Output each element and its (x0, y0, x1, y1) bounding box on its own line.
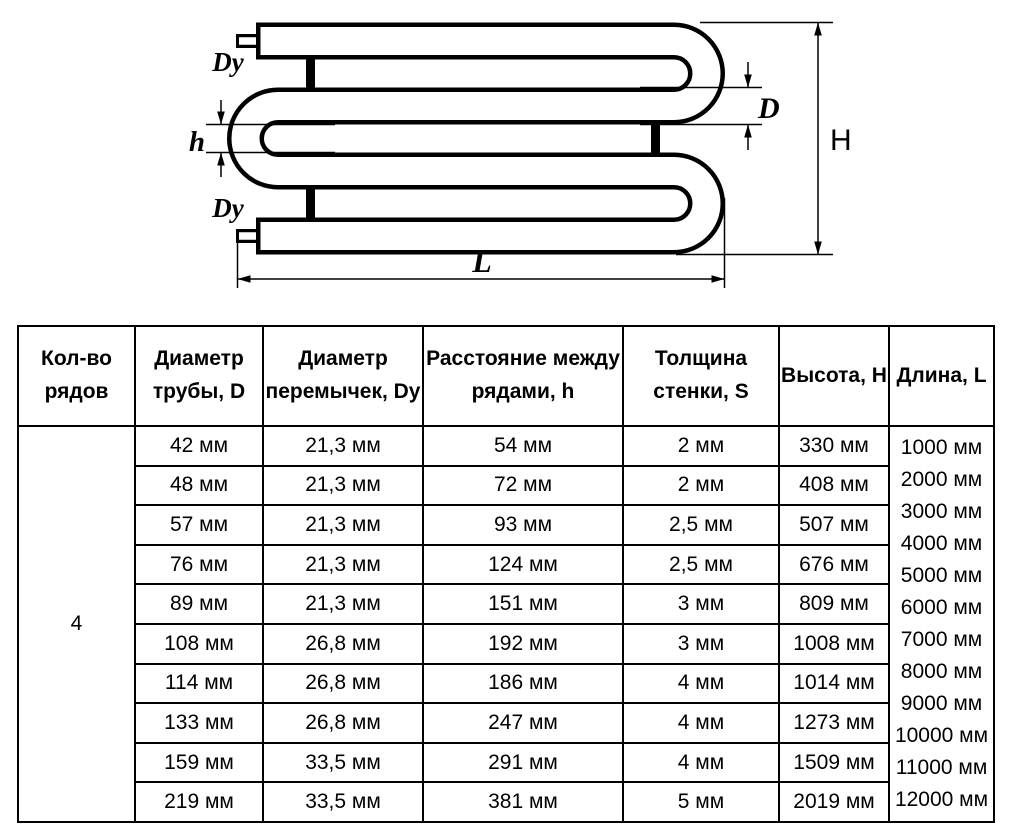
table-row: 48 мм 21,3 мм 72 мм 2 мм 408 мм (18, 466, 994, 506)
table-row: 4 42 мм 21,3 мм 54 мм 2 мм 330 мм 1000 мм 2000 мм 3000 мм 4000 мм 5000 мм 6000 мм 7000 мм 8000 мм 9000 мм 10000 мм 11000 мм 12000 мм (18, 426, 994, 466)
table-row: 108 мм 26,8 мм 192 мм 3 мм 1008 мм (18, 624, 994, 664)
label-h: h (188, 126, 206, 158)
table-row: 219 мм 33,5 мм 381 мм 5 мм 2019 мм (18, 782, 994, 822)
table-row: 89 мм 21,3 мм 151 мм 3 мм 809 мм (18, 584, 994, 624)
label-Dy-top: Dy (212, 47, 244, 77)
jumper-left-top (306, 56, 315, 92)
table-row: 76 мм 21,3 мм 124 мм 2,5 мм 676 мм (18, 545, 994, 585)
col-header-length: Длина, L (889, 326, 994, 426)
arrow-h-down-icon (217, 112, 225, 125)
col-header-jumper-diameter: Диаметр перемычек, Dy (263, 326, 423, 426)
arrow-L-left-icon (238, 275, 251, 283)
rows-count-cell: 4 (18, 426, 135, 822)
table-row: 159 мм 33,5 мм 291 мм 4 мм 1509 мм (18, 743, 994, 783)
arrow-H-up-icon (814, 23, 822, 36)
arrow-L-right-icon (712, 275, 725, 283)
arrow-D-down-icon (744, 75, 752, 88)
register-spec-table (17, 325, 995, 823)
label-D: D (758, 92, 780, 125)
arrow-H-down-icon (814, 242, 822, 255)
arrow-h-up-icon (217, 153, 225, 166)
col-header-height: Высота, Н (779, 326, 889, 426)
jumper-right-middle (651, 121, 660, 157)
col-header-wall-thickness: Толщина стенки, S (623, 326, 779, 426)
col-header-pipe-diameter: Диаметр трубы, D (135, 326, 263, 426)
table-row: 133 мм 26,8 мм 247 мм 4 мм 1273 мм (18, 703, 994, 743)
label-H: H (830, 124, 852, 157)
col-header-row-spacing: Расстояние между рядами, h (423, 326, 623, 426)
arrow-D-up-icon (744, 125, 752, 138)
length-values-cell: 1000 мм 2000 мм 3000 мм 4000 мм 5000 мм 6000 мм 7000 мм 8000 мм 9000 мм 10000 мм 11000 мм 12000 мм (889, 426, 994, 822)
label-L: L (472, 243, 492, 279)
jumper-left-bottom (306, 186, 315, 222)
table-row: 57 мм 21,3 мм 93 мм 2,5 мм 507 мм (18, 505, 994, 545)
header-row (18, 326, 994, 426)
table-row: 114 мм 26,8 мм 186 мм 4 мм 1014 мм (18, 664, 994, 704)
label-Dy-bottom: Dy (212, 193, 244, 223)
serpentine-coil-diagram (0, 0, 1012, 310)
register-drawing (0, 0, 1012, 310)
col-header-rows-count: Кол-во рядов (18, 326, 135, 426)
